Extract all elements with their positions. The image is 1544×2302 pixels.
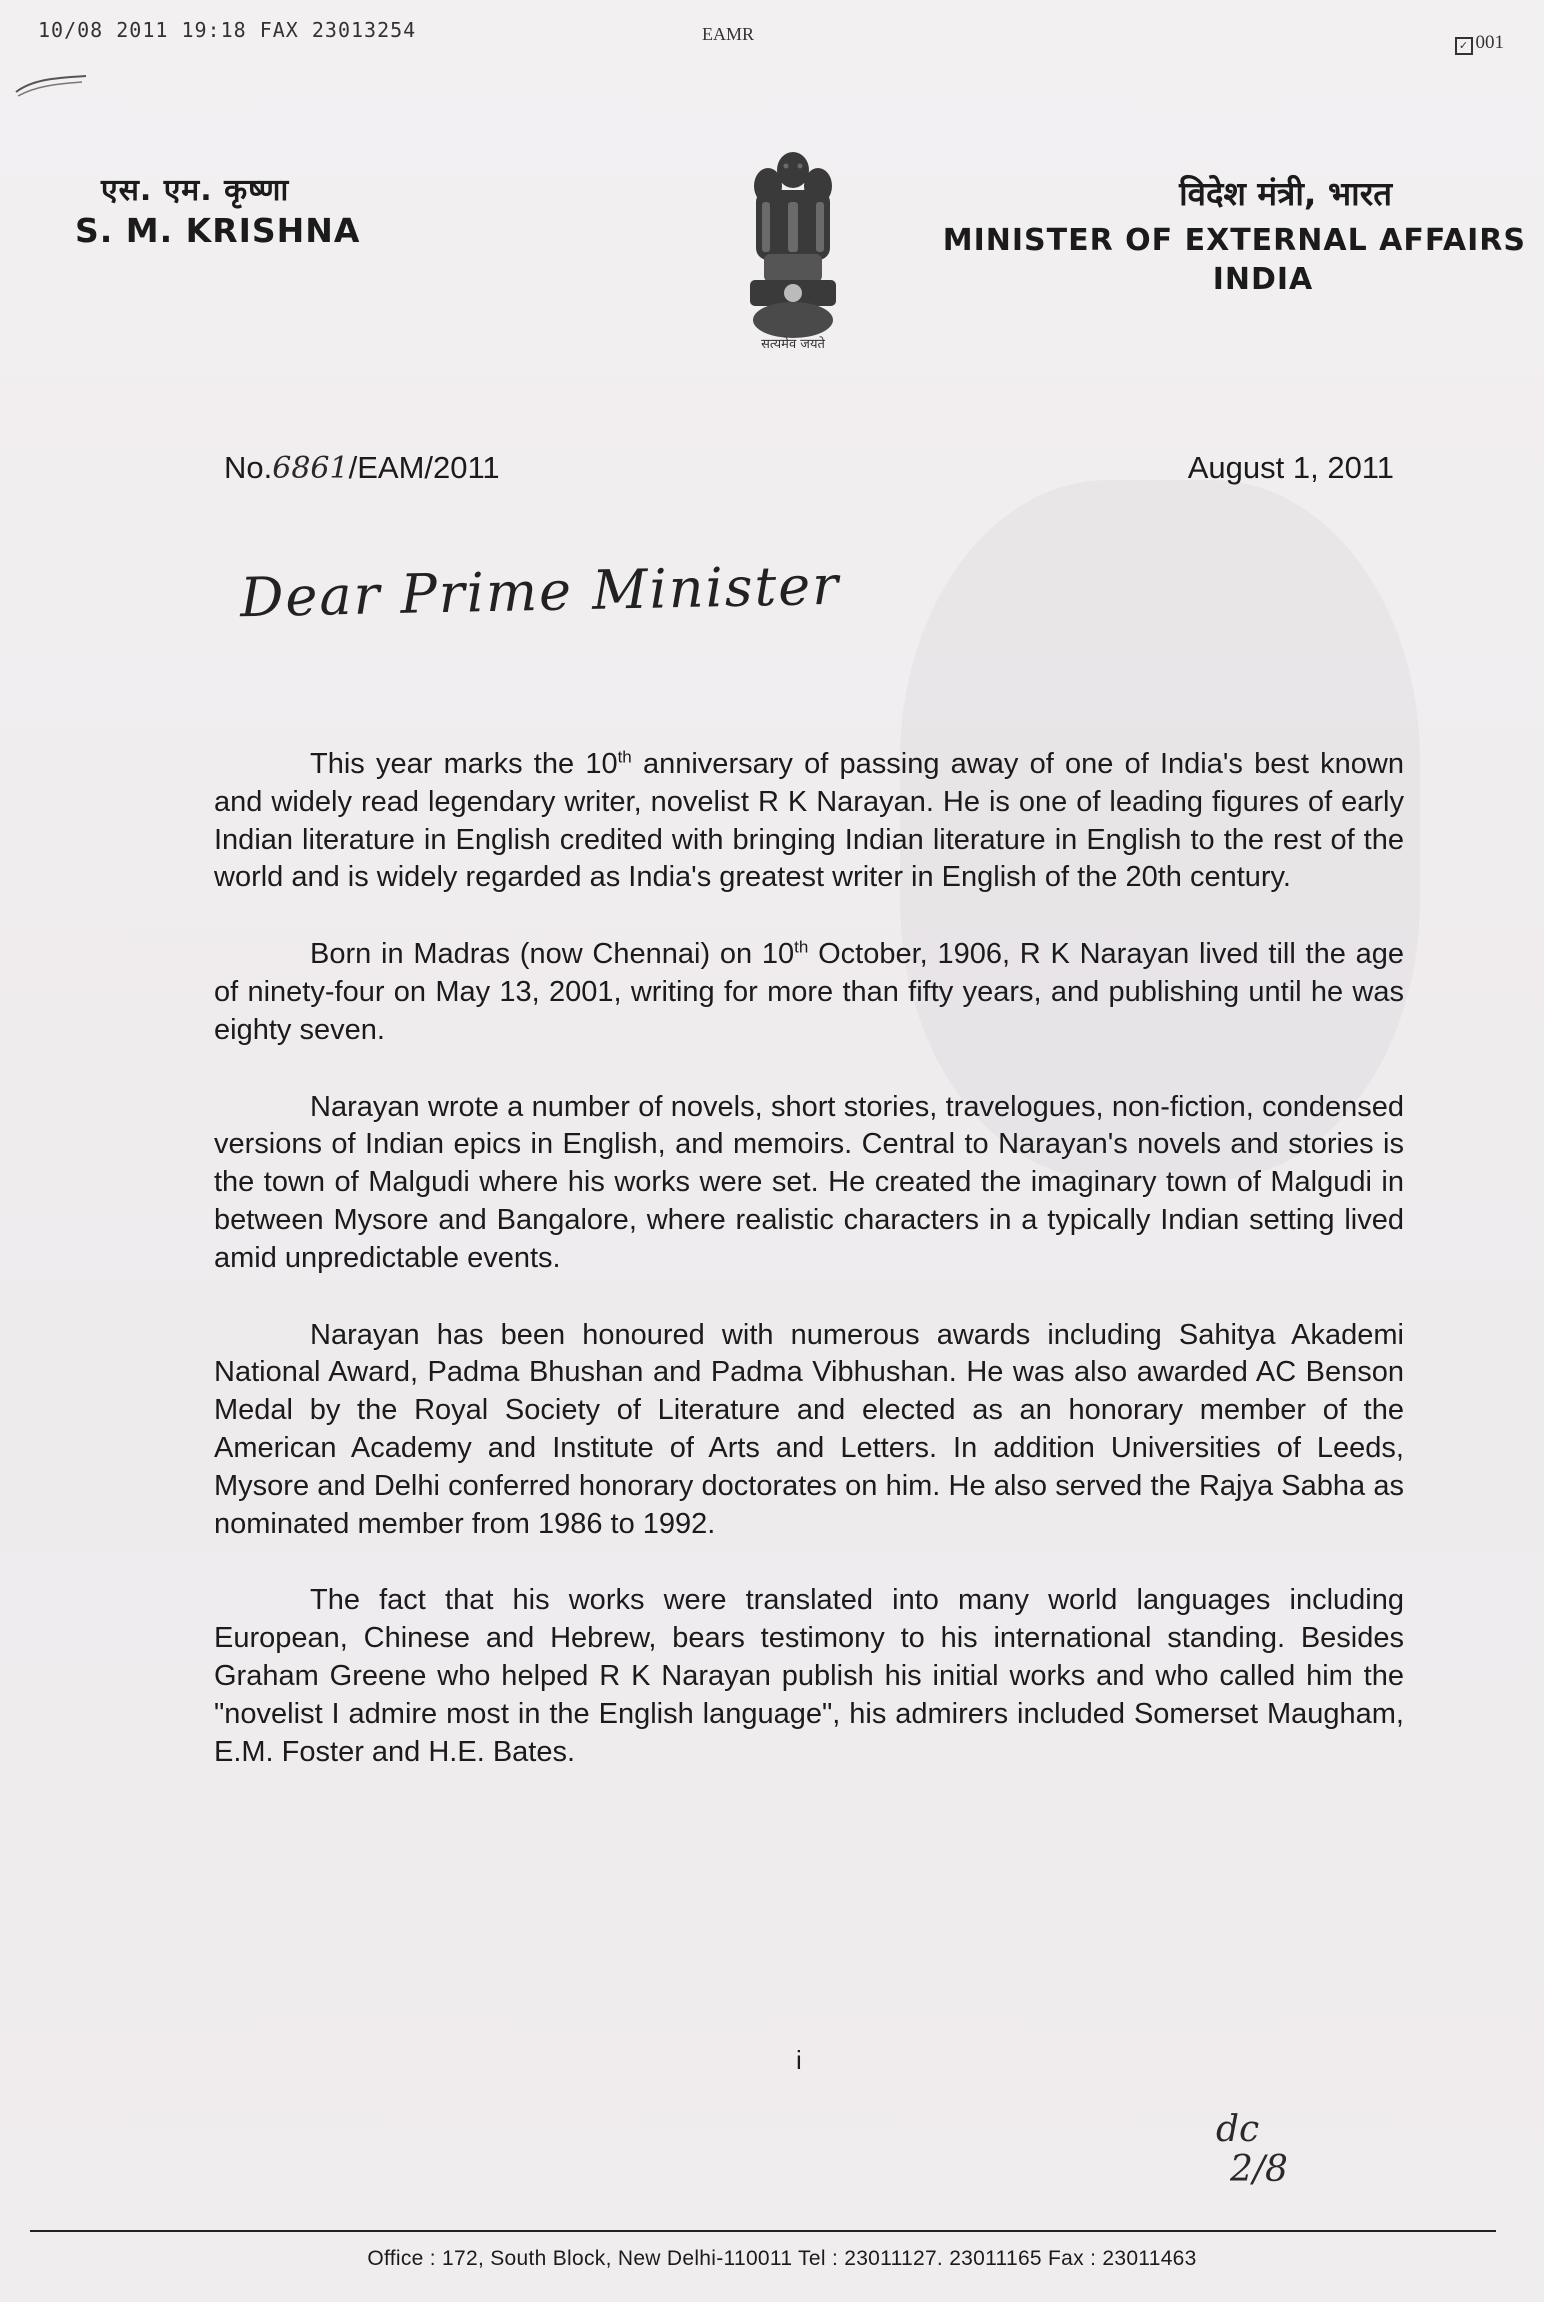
handwritten-note-line: dc [1216, 2109, 1260, 2150]
paragraph-text: This year marks the 10 [310, 748, 618, 780]
paragraph-text: anniversary of passing away of one of India's best known and widely read legendary writer, novelist R K Narayan. He is one of leading figures of early Indian literature in English credited with bringing Indian literature in English to the rest of the world and is widely regarded as India's greatest writer in English of the 20th century. [214, 748, 1404, 894]
paragraph [214, 746, 1404, 897]
sender-name-hindi: एस. एम. कृष्णा [101, 173, 290, 208]
minister-title-hindi: विदेश मंत्री, भारत [1179, 174, 1392, 213]
handwritten-salutation: Dear Prime Minister [239, 553, 841, 630]
fax-header-left: 10/08 2011 19:18 FAX 23013254 [38, 18, 417, 42]
paragraph-text: Born in Madras (now Chennai) on 10 [310, 938, 795, 971]
handwritten-note [1216, 2110, 1288, 2190]
paragraph [214, 936, 1404, 1049]
fax-header-page [1455, 32, 1505, 55]
reference-suffix: /EAM/2011 [348, 450, 500, 485]
reference-prefix: No. [224, 450, 273, 485]
minister-country: INDIA [1212, 262, 1314, 297]
page-marker: i [796, 2045, 802, 2075]
emblem-motto: सत्यमेव जयते [761, 337, 825, 352]
letter-body [214, 746, 1404, 1810]
letter-date: August 1, 2011 [1187, 450, 1394, 485]
paragraph-text: October, 1906, R K Narayan lived till the age of ninety-four on May 13, 2001, writing for more than fifty years, and publishing until he was eighty seven. [214, 938, 1404, 1046]
footer-divider [30, 2230, 1496, 2232]
checkbox-icon: ✓ [1455, 37, 1473, 55]
fax-header-center: EAMR [702, 24, 755, 44]
national-emblem-icon [728, 132, 858, 362]
reference-number [224, 450, 500, 486]
office-address-footer: Office : 172, South Block, New Delhi-110011 Tel : 23011127. 23011165 Fax : 23011463 [367, 2247, 1197, 2270]
reference-handwritten-number: 6861 [272, 451, 349, 486]
letterhead-title [943, 170, 1526, 297]
paragraph: The fact that his works were translated into many world languages including European, Chinese and Hebrew, bears testimony to his international standing. Besides Graham Greene who helped R K Narayan publish his initial works and who called him the "novelist I admire most in the English language", his admirers included Somerset Maugham, E.M. Foster and H.E. Bates. [214, 1584, 1404, 1768]
ordinal-suffix: th [617, 747, 632, 767]
sender-name-english: S. M. KRISHNA [75, 211, 361, 250]
letterhead-sender [75, 168, 360, 250]
pencil-mark [12, 70, 92, 100]
minister-title-english: MINISTER OF EXTERNAL AFFAIRS [942, 223, 1526, 258]
paragraph: Narayan wrote a number of novels, short stories, travelogues, non-fiction, condensed versions of Indian epics in English, and memoirs. Central to Narayan's novels and stories is the town of Malgudi where his works were set. He created the imaginary town of Malgudi in between Mysore and Bangalore, where realistic characters in a typically Indian setting lived amid unpredictable events. [214, 1090, 1404, 1274]
fax-header [38, 18, 1504, 53]
fax-page-number: 001 [1475, 32, 1504, 53]
handwritten-note-line: 2/8 [1230, 2149, 1288, 2190]
ordinal-suffix: th [794, 937, 809, 957]
paragraph: Narayan has been honoured with numerous awards including Sahitya Akademi National Award, Padma Bhushan and Padma Vibhushan. He was also awarded AC Benson Medal by the Royal Society of Literature and elected as an honorary member of the American Academy and Institute of Arts and Letters. In addition Universities of Leeds, Mysore and Delhi conferred honorary doctorates on him. He also served the Rajya Sabha as nominated member from 1986 to 1992. [214, 1318, 1404, 1540]
